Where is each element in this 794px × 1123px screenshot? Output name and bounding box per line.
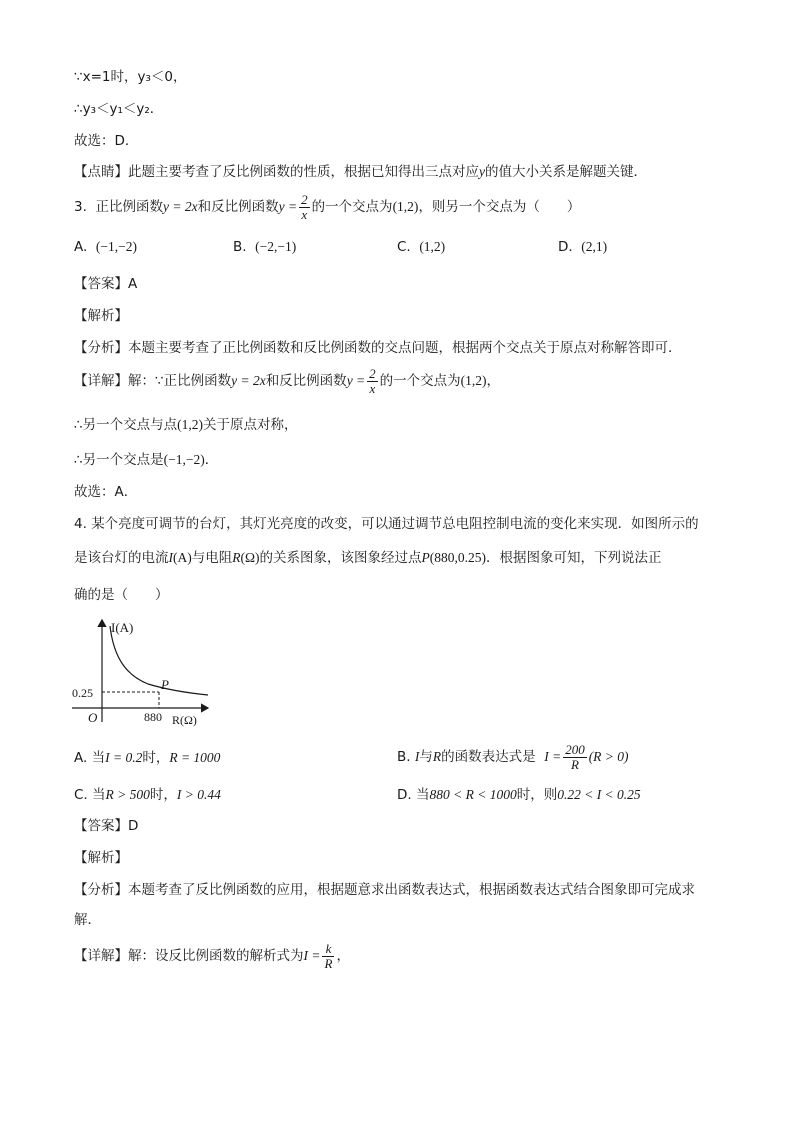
q4-option-d-text-b: 时，则 — [516, 787, 558, 803]
q3-answer — [74, 274, 137, 294]
q3-fenxi-text: 本题主要考查了正比例函数和反比例函数的交点问题，根据两个交点关于原点对称解答即可． — [128, 340, 682, 356]
q4-stem-text2c: 的关系图象，该图象经过点 — [259, 550, 422, 566]
q4-option-b-text-b: 的函数表达式是 — [441, 749, 536, 765]
q4-graph — [68, 614, 218, 730]
hyperbola-curve — [110, 626, 208, 695]
var-y: y — [479, 164, 485, 179]
q4-option-a-label: A. — [74, 750, 88, 766]
q4-fenxi-line1 — [74, 880, 695, 900]
q3-xj-eq2: y = — [346, 373, 366, 388]
graph-ytick: 0.25 — [72, 686, 93, 700]
q4-option-b-frac-den: R — [563, 757, 587, 772]
q4-xiangjie — [74, 940, 350, 972]
q4-fenxi-line2 — [74, 910, 101, 930]
q4-stem-line3 — [74, 585, 169, 605]
text-dianjing-end: 的值大小关系是解题关键． — [485, 164, 647, 180]
q4-option-b-eq: I = — [544, 749, 562, 764]
q4-stem-text1: 某个亮度可调节的台灯，其灯光亮度的改变，可以通过调节总电阻控制电流的变化来实现．如图所示的 — [91, 516, 699, 532]
q3-step2 — [74, 415, 297, 435]
q3-text-d: ，则另一个交点为（ ） — [418, 199, 581, 215]
q4-option-b-fraction — [563, 743, 587, 772]
q3-option-a-label: A. — [74, 239, 88, 255]
graph-xlabel: R(Ω) — [172, 713, 197, 727]
q3-option-b-label: B. — [233, 239, 247, 255]
q3-step3 — [74, 450, 218, 470]
q4-stem-line2 — [74, 548, 662, 568]
q3-option-b — [233, 237, 296, 257]
q4-option-a-eq2: R = 1000 — [169, 750, 221, 765]
q4-option-c-label: C. — [74, 787, 88, 803]
q4-point-coords: (880,0.25) — [429, 550, 487, 565]
q4-stem-text2a: 是该台灯的电流 — [74, 550, 169, 566]
q4-option-b-cond: (R > 0) — [588, 749, 629, 764]
q4-option-d — [397, 785, 641, 805]
q4-xj-eq: I = — [303, 948, 321, 963]
q4-option-b-label: B. — [397, 749, 411, 765]
q3-xiangjie-tag: 【详解】 — [74, 373, 128, 389]
q3-eq2-left: y = — [278, 199, 298, 214]
q3-xiangjie — [74, 366, 500, 396]
q3-xj-frac-den: x — [367, 381, 378, 396]
graph-point-p: P — [161, 677, 169, 692]
q4-option-c-text-b: 时， — [149, 787, 177, 803]
q3-text-a: 正比例函数 — [95, 199, 163, 215]
q4-fenxi-text2: 解． — [74, 912, 101, 928]
q3-frac-num: 2 — [301, 191, 308, 207]
line-y-order — [74, 99, 163, 119]
q3-option-b-value: (−2,−1) — [255, 239, 297, 254]
q4-stem-text2d: ．根据图象可知，下列说法正 — [486, 550, 662, 566]
q4-number: 4. — [74, 516, 87, 532]
q4-option-d-eq2: 0.22 < I < 0.25 — [557, 787, 641, 802]
q4-option-c — [74, 785, 221, 805]
q3-answer-value: A — [128, 276, 138, 292]
q4-jiexi-tag: 【解析】 — [74, 850, 128, 866]
q3-fenxi — [74, 338, 682, 358]
graph-origin: O — [88, 710, 98, 725]
q4-stem-text3: 确的是（ ） — [74, 587, 169, 603]
q3-jiexi-tag: 【解析】 — [74, 308, 128, 324]
q3-fraction — [299, 193, 310, 222]
q3-frac-den: x — [299, 207, 310, 222]
q3-option-d-label: D. — [558, 239, 573, 255]
q4-option-a-text-a: 当 — [91, 750, 106, 766]
q3-jiexi — [74, 306, 128, 326]
q3-option-c-value: (1,2) — [419, 239, 446, 254]
q4-answer-tag: 【答案】 — [74, 818, 128, 834]
text-dianjing: 此题主要考查了反比例函数的性质，根据已知得出三点对应 — [128, 164, 479, 180]
q3-text-c: 的一个交点为 — [311, 199, 393, 215]
q4-option-b-var-r: R — [432, 749, 442, 764]
line-dianjing — [74, 162, 647, 182]
q4-option-d-text-a: 当 — [415, 787, 430, 803]
q4-xj-frac-den: R — [324, 955, 333, 971]
q4-fenxi-text1: 本题考查了反比例函数的应用，根据题意求出函数表达式，根据函数表达式结合图象即可完成求 — [128, 882, 695, 898]
q3-xj-frac-num: 2 — [369, 365, 376, 381]
q4-unit-a: (A) — [173, 550, 192, 565]
text-x-eq-1: ∵x=1时，y₃＜0， — [74, 69, 187, 85]
q4-var-r: R — [232, 550, 241, 565]
q3-s2-text-b: 关于原点对称， — [202, 417, 298, 433]
q3-option-d — [558, 237, 607, 257]
tag-dianjing: 【点睛】 — [74, 164, 128, 180]
q3-number: 3. — [74, 199, 87, 215]
q3-xj-text-c: 的一个交点为 — [379, 373, 461, 389]
graph-ylabel: I(A) — [111, 620, 134, 635]
q3-s3-point: (−1,−2) — [163, 452, 205, 467]
q4-var-p: P — [421, 550, 430, 565]
q3-point: (1,2) — [392, 199, 419, 214]
q3-xj-fraction — [367, 367, 378, 396]
q3-xj-eq1: y = 2x — [231, 373, 266, 388]
q3-s4-text: 故选：A． — [74, 484, 138, 500]
q4-option-b-var-i: I — [414, 749, 420, 764]
q3-text-b: 和反比例函数 — [197, 199, 279, 215]
line-choose-d — [74, 131, 138, 151]
q4-xiangjie-tag: 【详解】 — [74, 948, 128, 964]
q3-s3-text-a: ∴另一个交点是 — [74, 452, 164, 468]
q4-answer-value: D — [128, 818, 139, 834]
q3-option-a-value: (−1,−2) — [95, 239, 137, 254]
q4-var-i: I — [168, 550, 173, 565]
q4-option-d-label: D. — [397, 787, 412, 803]
q3-xj-point: (1,2) — [460, 373, 487, 388]
q3-option-a — [74, 237, 137, 257]
q4-jiexi — [74, 848, 128, 868]
q3-step4 — [74, 482, 137, 502]
q3-s2-text-a: ∴另一个交点与点 — [74, 417, 178, 433]
q4-xj-fraction — [322, 942, 334, 971]
q4-answer — [74, 816, 138, 836]
q4-option-c-text-a: 当 — [92, 787, 106, 803]
q4-option-d-eq1: 880 < R < 1000 — [429, 787, 517, 802]
q3-s2-point: (1,2) — [177, 417, 203, 432]
q4-option-b-text-a: 与 — [419, 749, 433, 765]
q3-option-d-value: (2,1) — [581, 239, 608, 254]
q3-fenxi-tag: 【分析】 — [74, 340, 128, 356]
q4-xj-text-a: 解：设反比例函数的解析式为 — [128, 948, 304, 964]
line-x-eq-1 — [74, 67, 186, 87]
q3-xj-text-d: ， — [486, 373, 501, 389]
q4-option-a-eq1: I = 0.2 — [105, 750, 143, 765]
q3-option-c — [397, 237, 445, 257]
q4-option-b — [397, 740, 629, 774]
text-y-order: ∴y₃＜y₁＜y₂． — [74, 101, 164, 117]
q4-stem-text2b: 与电阻 — [191, 550, 233, 566]
q3-xj-text-a: 解：∵正比例函数 — [128, 373, 232, 389]
q3-answer-tag: 【答案】 — [74, 276, 128, 292]
q3-s3-text-b: ． — [204, 452, 219, 468]
q4-xj-end: ， — [336, 948, 350, 964]
q4-option-b-frac-num: 200 — [565, 741, 585, 757]
q3-stem — [74, 192, 580, 222]
q4-fenxi-tag: 【分析】 — [74, 882, 128, 898]
q3-eq1: y = 2x — [162, 199, 198, 214]
q4-xj-frac-num: k — [325, 940, 332, 956]
q3-option-c-label: C. — [397, 239, 411, 255]
q4-option-a-text-b: 时， — [142, 750, 170, 766]
text-choose-d: 故选：D． — [74, 133, 139, 149]
q4-stem-line1 — [74, 514, 699, 534]
q4-unit-ohm: (Ω) — [240, 550, 260, 565]
q4-option-c-eq2: I > 0.44 — [176, 787, 221, 802]
q4-option-c-eq1: R > 500 — [105, 787, 150, 802]
q4-option-a — [74, 748, 220, 768]
q3-xj-text-b: 和反比例函数 — [265, 373, 347, 389]
graph-xtick: 880 — [144, 710, 162, 724]
